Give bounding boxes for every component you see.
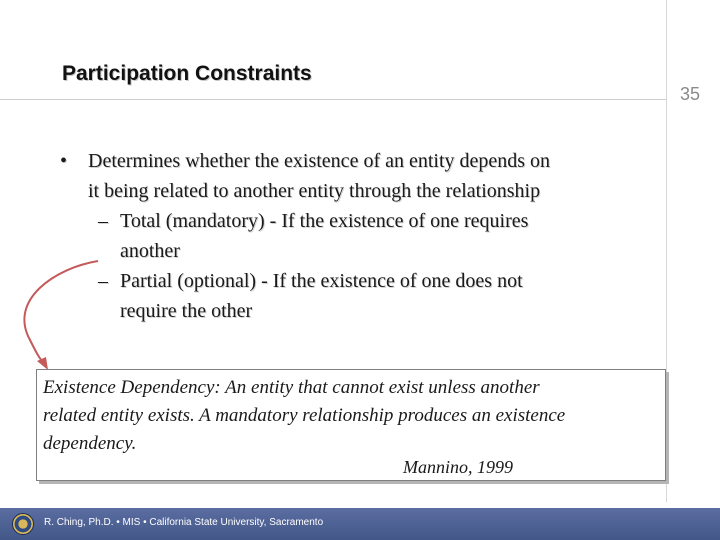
dash-icon: –: [98, 270, 108, 292]
bullet-icon: •: [60, 150, 68, 172]
subitem-total: [58, 206, 658, 266]
footer-text: R. Ching, Ph.D. • MIS • California State University, Sacramento: [44, 517, 324, 528]
definition-box: [36, 369, 666, 481]
bullet-line-1: Determines whether the existence of an entity depends on: [88, 150, 551, 172]
quote-line-2: related entity exists. A mandatory relationship produces an existence: [43, 405, 566, 426]
title-underline: [0, 99, 666, 100]
subitem-partial-line-2: require the other: [120, 300, 253, 322]
subitem-total-line-2: another: [120, 240, 180, 262]
quote-author: Mannino, 1999: [403, 457, 513, 477]
subitem-partial-line-1: Partial (optional) - If the existence of one does not: [120, 270, 523, 292]
vertical-divider: [666, 0, 667, 540]
dash-icon: –: [98, 210, 108, 232]
quote-line-1: Existence Dependency: An entity that cannot exist unless another: [43, 377, 540, 398]
bullet-line-2: it being related to another entity through the relationship: [88, 180, 541, 202]
university-seal-icon: [12, 513, 34, 535]
quote-line-3: dependency.: [43, 433, 137, 454]
bullet-item: [58, 146, 658, 206]
subitem-total-line-1: Total (mandatory) - If the existence of one requires: [120, 210, 529, 232]
page-number: 35: [680, 84, 701, 104]
subitem-partial: [58, 266, 658, 326]
slide-title: Participation Constraints: [62, 62, 312, 85]
body-text: [58, 146, 658, 326]
